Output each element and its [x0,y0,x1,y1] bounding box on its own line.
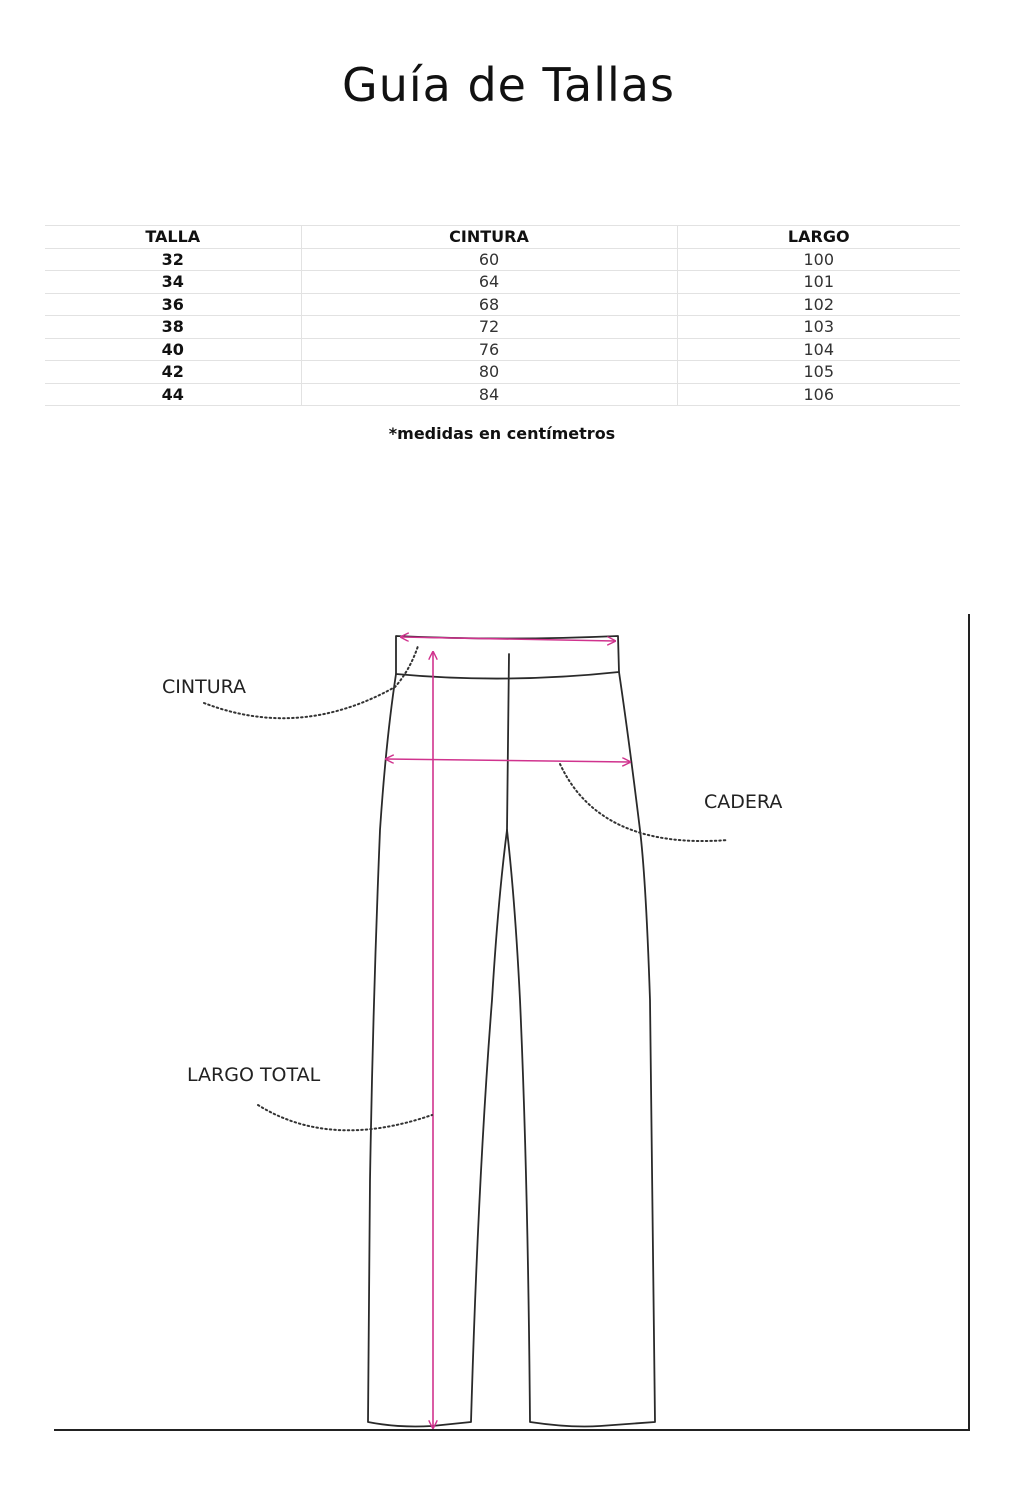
cadera-pointer [560,764,728,841]
length-cell: 101 [677,271,960,294]
length-cell: 104 [677,338,960,361]
size-cell: 36 [45,293,301,316]
waist-cell: 84 [301,383,677,406]
length-cell: 102 [677,293,960,316]
label-pointers [204,646,728,1130]
size-cell: 40 [45,338,301,361]
waist-cell: 72 [301,316,677,339]
cintura-label: CINTURA [162,676,247,698]
page-title: Guía de Tallas [342,58,675,112]
waist-cell: 60 [301,248,677,271]
largo-total-label: LARGO TOTAL [187,1064,321,1086]
right-leg-outline [507,672,655,1427]
fly-seam [507,654,509,830]
largo-pointer [258,1105,432,1130]
waist-cell: 68 [301,293,677,316]
size-cell: 34 [45,271,301,294]
length-cell: 100 [677,248,960,271]
size-cell: 38 [45,316,301,339]
waist-cell: 64 [301,271,677,294]
size-cell: 44 [45,383,301,406]
left-leg-outline [368,674,507,1427]
waistband-shape [396,636,619,679]
header-cintura: CINTURA [301,226,677,249]
cadera-label: CADERA [704,791,783,813]
header-talla: TALLA [45,226,301,249]
pants-outline [368,636,655,1427]
units-footnote: *medidas en centímetros [388,424,616,443]
waist-cell: 80 [301,361,677,384]
size-cell: 32 [45,248,301,271]
header-largo: LARGO [677,226,960,249]
length-cell: 105 [677,361,960,384]
size-cell: 42 [45,361,301,384]
waist-cell: 76 [301,338,677,361]
length-cell: 106 [677,383,960,406]
length-cell: 103 [677,316,960,339]
